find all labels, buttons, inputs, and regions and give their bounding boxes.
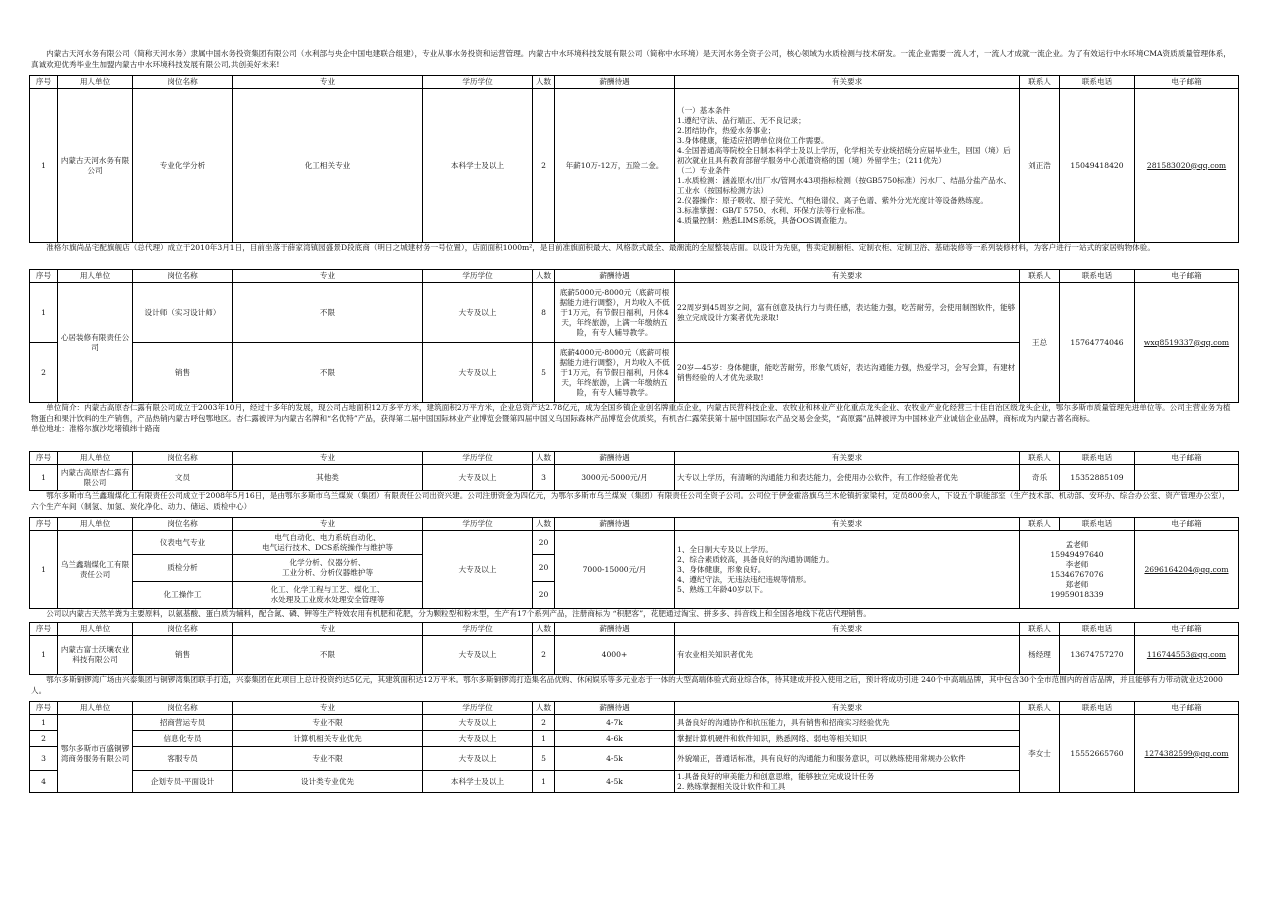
row-number: 3 — [30, 747, 58, 771]
company-intro: 鄂尔多斯市乌兰鑫瑞煤化工有限责任公司成立于2008年5月16日，是由鄂尔多斯市乌兰煤炭（集团）有限责任公司出资兴建。公司注册资金为四亿元，为鄂尔多斯市乌兰煤炭（集团）有限责任公司全资子公司。公司位于伊金霍洛旗乌兰木伦镇折家梁村，定员800余人，下设五个职能部室（生产技术部、机动部、安环办、综合办公室、资产管理办公室），六个生产车间（制氢、加氢、炭化净化、动力、储运、质检中心） — [31, 491, 1230, 511]
requirements: （一）基本条件 1.遵纪守法、品行端正、无不良记录； 2.团结协作，热爱水务事业； 3.身体健康，能适应招聘单位岗位工作需要。 4.全国普通高等院校全日制本科学士及以上学历，化学相关专业统招统分应届毕业生，回国（境）后初次就业且具有教育部留学服务中心派遣资格的国（境）外留学生；（211优先） （二）专业条件 1.水质检测：涵盖原水/出厂水/管网水43项指标检测（按GB5750标准）污水厂、结晶分盐产品水、工业水（按国标检测方法） 2.仪器操作：原子吸收、原子荧光、气相色谱仪、离子色谱、紫外分光光度计等设备熟练度。 3.标准掌握：GB/T 5750、水利、环保方法等行业标准。 4.质量控制：熟悉LIMS系统，具备OOS调查能力。 — [675, 89, 1020, 243]
table-row — [30, 531, 1239, 555]
column-header: 有关要求 — [675, 76, 1020, 89]
row-number: 1 — [30, 636, 58, 675]
degree: 大专及以上 — [423, 283, 533, 343]
column-header: 序号 — [30, 452, 58, 465]
position-name: 设计师（实习设计师） — [133, 283, 233, 343]
column-header: 岗位名称 — [133, 623, 233, 636]
column-header: 薪酬待遇 — [555, 452, 675, 465]
company-intro: 单位简介：内蒙古高原杏仁露有限公司成立于2003年10月，经过十多年的发展，现公司占地面积12万多平方米，建筑面积2万平方米，企业总资产达2.78亿元，成为全国乡镇企业创名牌重点企业，内蒙古民营科技企业、农牧业和林业产业化重点龙头企业、农牧业产业化经营三十佳自治区级龙头企业，鄂尔多斯市质量管理先进单位等。公司主营业务为植物蛋白和果汁饮料的生产销售，产品热销内蒙古呼包鄂地区。杏仁露被评为内蒙古名牌和“名优特”产品，获得第二届中国国际林业产业博览会暨第四届中国义乌国际森林产品博览会优质奖，有机杏仁露荣获第十届中国国际农产品交易会金奖，“高原露”品牌被评为中国林业产业诚信企业品牌，商标成为内蒙古著名商标。 单位地址：准格尔旗沙圪堵镇纬十路南 — [31, 403, 1231, 433]
header-row — [30, 452, 1239, 465]
major: 电气自动化、电力系统自动化、 电气运行技术、DCS系统操作与维护等 — [233, 531, 423, 555]
position-name: 招商营运专员 — [133, 715, 233, 731]
salary: 7000-15000元/月 — [555, 531, 675, 609]
column-header: 学历学位 — [423, 518, 533, 531]
major: 不限 — [233, 283, 423, 343]
position-name: 信息化专员 — [133, 731, 233, 747]
row-number: 4 — [30, 771, 58, 793]
column-header: 薪酬待遇 — [555, 270, 675, 283]
contact-person: 孟老师 15949497640 李老师 15346767076 郑老师 19959018339 — [1020, 531, 1135, 609]
contact-person: 刘正浩 — [1020, 89, 1060, 243]
salary: 4-7k — [555, 715, 675, 731]
row-number: 2 — [30, 731, 58, 747]
headcount: 2 — [533, 636, 555, 675]
requirements: 20岁—45岁：身体健康，能吃苦耐劳，形象气质好，表达沟通能力强，热爱学习，会写会算，有建材销售经验的人才优先录取! — [675, 343, 1020, 403]
position-name: 销售 — [133, 636, 233, 675]
email[interactable]: wxq8519337@qq.com — [1135, 283, 1239, 403]
phone-number: 15764774046 — [1060, 283, 1135, 403]
headcount: 5 — [533, 747, 555, 771]
table-row — [30, 283, 1239, 343]
email[interactable]: 116744553@qq.com — [1135, 636, 1239, 675]
position-name: 客服专员 — [133, 747, 233, 771]
headcount: 2 — [533, 89, 555, 243]
row-number: 1 — [30, 89, 58, 243]
column-header: 用人单位 — [58, 270, 133, 283]
column-header: 有关要求 — [675, 452, 1020, 465]
column-header: 人数 — [533, 623, 555, 636]
table-row — [30, 89, 1239, 243]
column-header: 专业 — [233, 623, 423, 636]
column-header: 人数 — [533, 702, 555, 715]
position-name: 文员 — [133, 465, 233, 491]
column-header: 联系人 — [1020, 270, 1060, 283]
phone-number: 15352885109 — [1060, 465, 1135, 491]
major: 其他类 — [233, 465, 423, 491]
email[interactable]: 1274382599@qq.com — [1135, 715, 1239, 793]
recruitment-sheet — [29, 49, 1238, 793]
column-header: 有关要求 — [675, 270, 1020, 283]
major: 化工相关专业 — [233, 89, 423, 243]
job-table — [29, 701, 1239, 793]
job-table — [29, 269, 1239, 403]
requirements: 具备良好的沟通协作和抗压能力，具有销售和招商实习经验优先 — [675, 715, 1020, 731]
column-header: 用人单位 — [58, 518, 133, 531]
header-row — [30, 270, 1239, 283]
column-header: 专业 — [233, 702, 423, 715]
degree: 本科学士及以上 — [423, 771, 533, 793]
column-header: 电子邮箱 — [1135, 76, 1239, 89]
column-header: 电子邮箱 — [1135, 518, 1239, 531]
company-intro: 准格尔旗尚品宅配旗舰店（总代理）成立于2010年3月1日，目前坐落于薛家湾镇园盛景D段底商（明日之城建材务一号位置），店面面积1000m²，是目前准旗面积最大、风格款式最全、最潮流的全屋整装店面。以设计为先驱，售卖定制橱柜、定制衣柜、定制卫浴、基础装修等一系列装修材料，为客户进行一站式的家居购物体验。 — [31, 243, 1155, 252]
degree: 大专及以上 — [423, 731, 533, 747]
table-row — [30, 715, 1239, 731]
column-header: 用人单位 — [58, 702, 133, 715]
requirements: 1、全日制大专及以上学历。 2、综合素质较高，具备良好的沟通协调能力。 3、身体健康，形象良好。 4、遵纪守法，无违法违纪违规等情形。 5、熟练工年龄40岁以下。 — [675, 531, 1020, 609]
position-name: 仪表电气专业 — [133, 531, 233, 555]
column-header: 序号 — [30, 702, 58, 715]
table-row — [30, 465, 1239, 491]
degree: 大专及以上 — [423, 531, 533, 609]
company-intro: 内蒙古天河水务有限公司（简称天河水务）隶属中国水务投资集团有限公司（水利部与央企中国电建联合组建），专业从事水务投资和运营管理。内蒙古中水环境科技发展有限公司（简称中水环境）是天河水务全资子公司，核心领域为水质检测与技术研发。一流企业需要一流人才，一流人才成就一流企业。为了有效运行中水环境CMA资质质量管理体系，真诚欢迎优秀毕业生加盟内蒙古中水环境科技发展有限公司,共创美好未来! — [31, 49, 1231, 69]
headcount: 20 — [533, 555, 555, 582]
column-header: 岗位名称 — [133, 452, 233, 465]
column-header: 薪酬待遇 — [555, 76, 675, 89]
column-header: 学历学位 — [423, 623, 533, 636]
requirements: 22周岁到45周岁之间，富有创意及执行力与责任感，表达能力强，吃苦耐劳，会使用制图软件，能够独立完成设计方案者优先录取! — [675, 283, 1020, 343]
column-header: 电子邮箱 — [1135, 623, 1239, 636]
position-name: 销售 — [133, 343, 233, 403]
column-header: 人数 — [533, 518, 555, 531]
header-row — [30, 76, 1239, 89]
column-header: 联系电话 — [1060, 702, 1135, 715]
company-intro: 公司以内蒙古天然羊粪为主要原料，以氨基酸、蛋白质为辅料，配合氮、磷、钾等生产特效农用有机肥和花肥，分为颗粒型和粉末型，生产有17个系列产品，注册商标为 “积肥客”，花肥通过淘宝、拼多多、抖音线上和全国各地线下花店代理销售。 — [31, 609, 871, 618]
column-header: 人数 — [533, 270, 555, 283]
requirements: 大专以上学历，有清晰的沟通能力和表达能力，会使用办公软件，有工作经验者优先 — [675, 465, 1020, 491]
salary: 年薪10万-12万，五险二金。 — [555, 89, 675, 243]
column-header: 有关要求 — [675, 623, 1020, 636]
column-header: 学历学位 — [423, 270, 533, 283]
employer-name: 内蒙古高原杏仁露有限公司 — [58, 465, 133, 491]
column-header: 有关要求 — [675, 518, 1020, 531]
column-header: 电子邮箱 — [1135, 702, 1239, 715]
column-header: 岗位名称 — [133, 518, 233, 531]
major: 专业不限 — [233, 715, 423, 731]
column-header: 薪酬待遇 — [555, 518, 675, 531]
major: 不限 — [233, 636, 423, 675]
employer-name: 内蒙古富士沃壤农业科技有限公司 — [58, 636, 133, 675]
headcount: 3 — [533, 465, 555, 491]
column-header: 人数 — [533, 76, 555, 89]
salary: 3000元-5000元/月 — [555, 465, 675, 491]
job-table — [29, 451, 1239, 491]
column-header: 岗位名称 — [133, 702, 233, 715]
column-header: 电子邮箱 — [1135, 452, 1239, 465]
email[interactable]: 2696164204@qq.com — [1135, 531, 1239, 609]
major: 设计类专业优先 — [233, 771, 423, 793]
row-number: 1 — [30, 283, 58, 343]
position-name: 专业化学分析 — [133, 89, 233, 243]
major: 化工、化学工程与工艺、煤化工、 水处理及工业废水处理安全管理等 — [233, 582, 423, 609]
email[interactable]: 281583020@qq.com — [1135, 89, 1239, 243]
requirements: 掌握计算机硬件和软件知识，熟悉网络、弱电等相关知识 — [675, 731, 1020, 747]
column-header: 序号 — [30, 76, 58, 89]
phone-number: 15552665760 — [1060, 715, 1135, 793]
column-header: 专业 — [233, 76, 423, 89]
column-header: 薪酬待遇 — [555, 702, 675, 715]
header-row — [30, 518, 1239, 531]
position-name: 化工操作工 — [133, 582, 233, 609]
requirements: 外貌端正，普通话标准，具有良好的沟通能力和服务意识，可以熟练使用常规办公软件 — [675, 747, 1020, 771]
column-header: 联系人 — [1020, 452, 1060, 465]
contact-person: 杨经理 — [1020, 636, 1060, 675]
header-row — [30, 623, 1239, 636]
contact-person: 王总 — [1020, 283, 1060, 403]
column-header: 序号 — [30, 518, 58, 531]
salary: 底薪4000元-8000元（底薪可根据能力进行调整），月均收入不低于1万元，有节假日福利，月休4天，年终旅游，上满一年缴纳五险，有专人辅导教学。 — [555, 343, 675, 403]
column-header: 有关要求 — [675, 702, 1020, 715]
headcount: 20 — [533, 582, 555, 609]
salary: 4-5k — [555, 747, 675, 771]
column-header: 联系人 — [1020, 518, 1060, 531]
column-header: 专业 — [233, 518, 423, 531]
headcount: 5 — [533, 343, 555, 403]
column-header: 学历学位 — [423, 452, 533, 465]
headcount: 8 — [533, 283, 555, 343]
column-header: 联系人 — [1020, 623, 1060, 636]
job-table — [29, 517, 1239, 609]
salary: 4000+ — [555, 636, 675, 675]
column-header: 人数 — [533, 452, 555, 465]
salary: 4-6k — [555, 731, 675, 747]
position-name: 质检分析 — [133, 555, 233, 582]
row-number: 1 — [30, 465, 58, 491]
column-header: 岗位名称 — [133, 270, 233, 283]
job-table — [29, 75, 1239, 243]
degree: 本科学士及以上 — [423, 89, 533, 243]
column-header: 联系电话 — [1060, 518, 1135, 531]
column-header: 用人单位 — [58, 76, 133, 89]
employer-name: 乌兰鑫瑞煤化工有限责任公司 — [58, 531, 133, 609]
requirements: 有农业相关知识者优先 — [675, 636, 1020, 675]
major: 化学分析、仪器分析、 工业分析、分析仪器维护等 — [233, 555, 423, 582]
employer-name: 心居装修有限责任公司 — [58, 283, 133, 403]
degree: 大专及以上 — [423, 747, 533, 771]
phone-number: 13674757270 — [1060, 636, 1135, 675]
major: 计算机相关专业优先 — [233, 731, 423, 747]
job-table — [29, 622, 1239, 675]
degree: 大专及以上 — [423, 715, 533, 731]
row-number: 1 — [30, 531, 58, 609]
headcount: 1 — [533, 731, 555, 747]
phone-number: 15049418420 — [1060, 89, 1135, 243]
column-header: 用人单位 — [58, 452, 133, 465]
column-header: 联系电话 — [1060, 452, 1135, 465]
column-header: 联系人 — [1020, 702, 1060, 715]
row-number: 1 — [30, 715, 58, 731]
column-header: 序号 — [30, 623, 58, 636]
contact-person: 奇乐 — [1020, 465, 1060, 491]
contact-person: 李女士 — [1020, 715, 1060, 793]
column-header: 联系人 — [1020, 76, 1060, 89]
column-header: 电子邮箱 — [1135, 270, 1239, 283]
headcount: 2 — [533, 715, 555, 731]
salary: 底薪5000元-8000元（底薪可根据能力进行调整），月均收入不低于1万元，有节假日福利，月休4天，年终旅游，上满一年缴纳五险，有专人辅导教学。 — [555, 283, 675, 343]
major: 不限 — [233, 343, 423, 403]
column-header: 学历学位 — [423, 76, 533, 89]
degree: 大专及以上 — [423, 636, 533, 675]
column-header: 专业 — [233, 270, 423, 283]
column-header: 用人单位 — [58, 623, 133, 636]
column-header: 学历学位 — [423, 702, 533, 715]
table-row — [30, 636, 1239, 675]
column-header: 联系电话 — [1060, 270, 1135, 283]
column-header: 专业 — [233, 452, 423, 465]
major: 专业不限 — [233, 747, 423, 771]
requirements: 1.具备良好的审美能力和创意思维，能够独立完成设计任务 2. 熟练掌握相关设计软件和工具 — [675, 771, 1020, 793]
employer-name: 鄂尔多斯市百盛铜锣湾商务服务有限公司 — [58, 715, 133, 793]
column-header: 联系电话 — [1060, 623, 1135, 636]
degree: 大专及以上 — [423, 465, 533, 491]
email[interactable] — [1135, 465, 1239, 491]
header-row — [30, 702, 1239, 715]
position-name: 企划专员-平面设计 — [133, 771, 233, 793]
column-header: 岗位名称 — [133, 76, 233, 89]
column-header: 序号 — [30, 270, 58, 283]
headcount: 20 — [533, 531, 555, 555]
column-header: 薪酬待遇 — [555, 623, 675, 636]
headcount: 1 — [533, 771, 555, 793]
degree: 大专及以上 — [423, 343, 533, 403]
employer-name: 内蒙古天河水务有限公司 — [58, 89, 133, 243]
company-intro: 鄂尔多斯铜锣湾广场由兴泰集团与铜锣湾集团联手打造，兴泰集团在此项目上总计投资约达5亿元，其建筑面积达12万平米。鄂尔多斯铜锣湾打造集名品优购、休闲娱乐等多元业态于一体的大型高端体验式商业综合体，待其建成并投入使用之后，预计将成功引进 240个中高端品牌，其中包含30个全市范围内的首店品牌，并且能够有力带动就业达2000人。 — [31, 675, 1223, 695]
salary: 4-5k — [555, 771, 675, 793]
row-number: 2 — [30, 343, 58, 403]
column-header: 联系电话 — [1060, 76, 1135, 89]
